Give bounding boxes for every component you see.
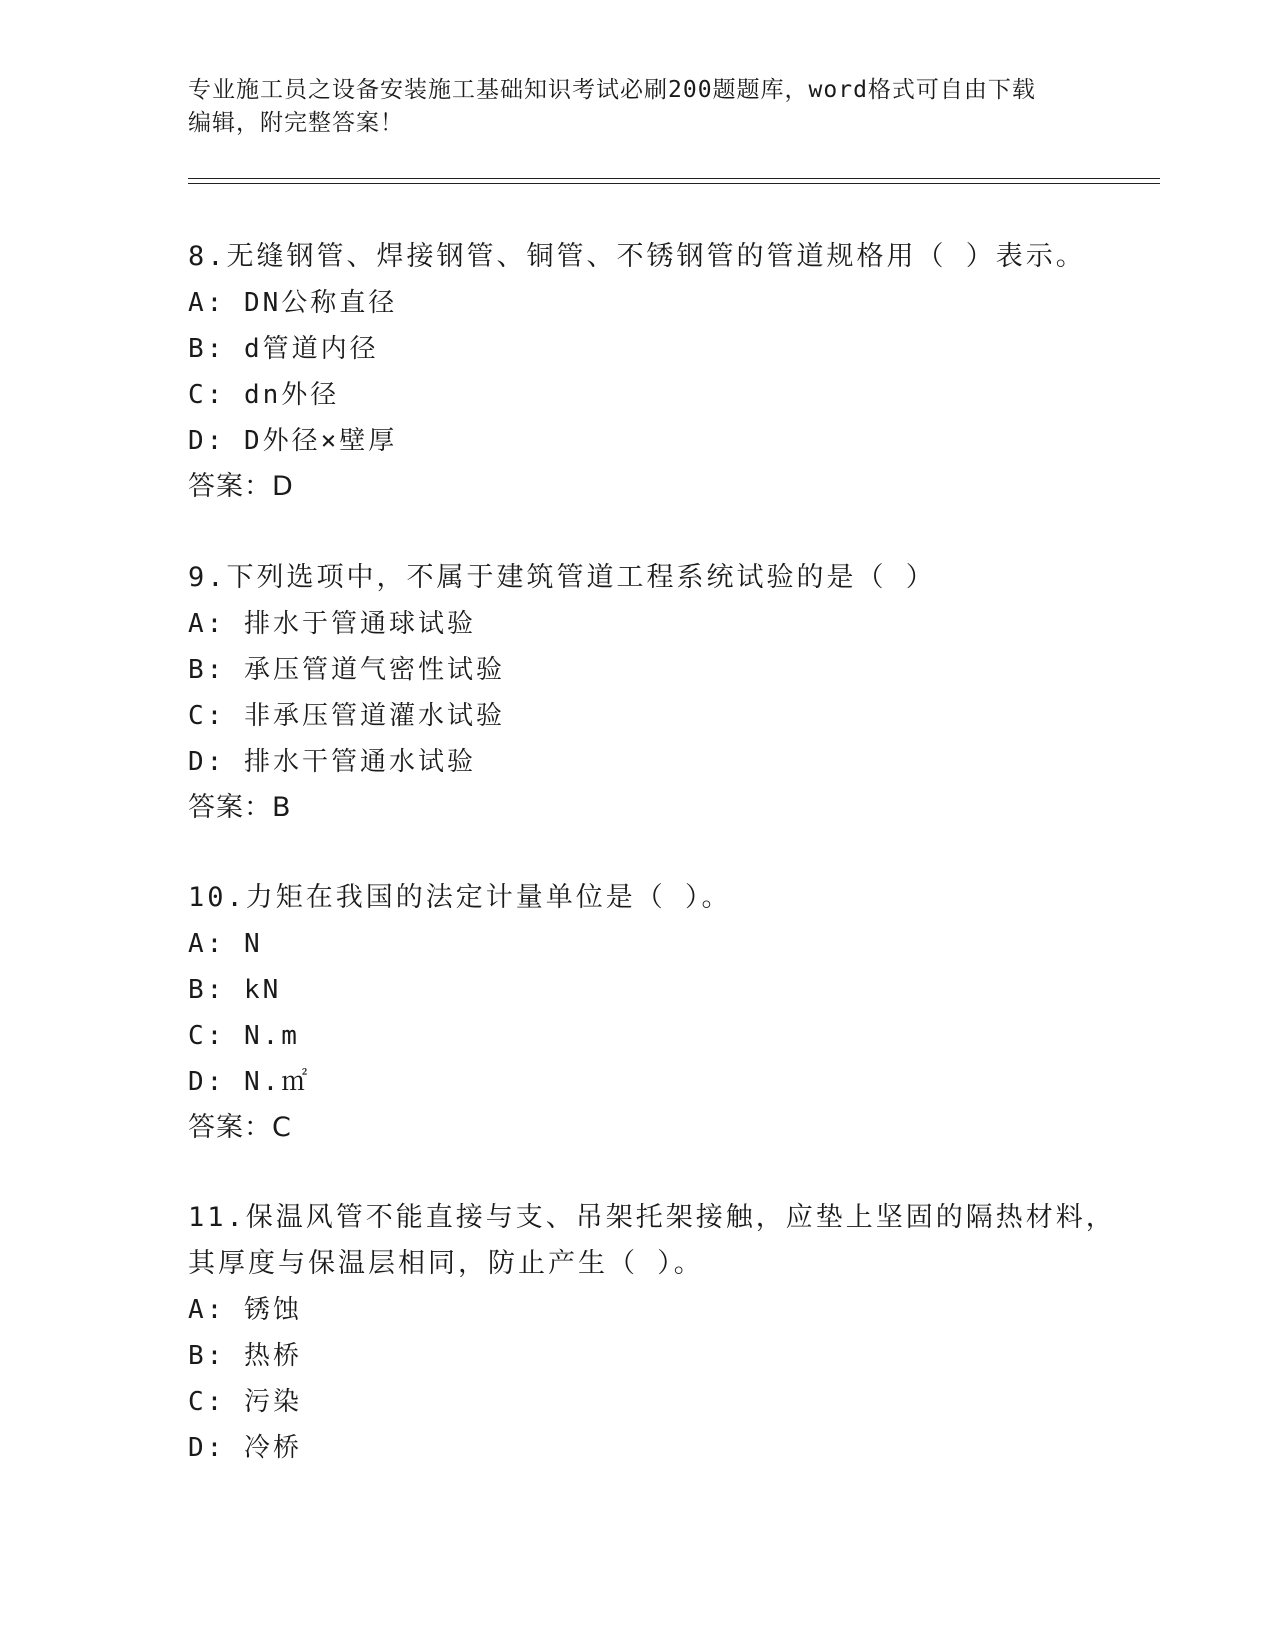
question-11 xyxy=(188,1195,1148,1471)
question-text: 10.力矩在我国的法定计量单位是（ ）。 xyxy=(188,882,732,913)
option-d: D: 冷桥 xyxy=(188,1433,302,1463)
header-line-2: 编辑，附完整答案！ xyxy=(188,110,404,136)
option-c: C: N.m xyxy=(188,1021,300,1051)
option-c: C: 非承压管道灌水试验 xyxy=(188,701,505,731)
answer-line: 答案：C xyxy=(188,1112,292,1143)
option-d: D: 排水干管通水试验 xyxy=(188,747,476,777)
question-text: 9.下列选项中，不属于建筑管道工程系统试验的是（ ） xyxy=(188,562,936,593)
option-b: B: 承压管道气密性试验 xyxy=(188,655,505,685)
header-divider-bottom xyxy=(188,183,1160,184)
document-header xyxy=(188,74,1088,140)
option-b: B: d管道内径 xyxy=(188,334,379,364)
option-c: C: dn外径 xyxy=(188,380,340,410)
header-line-1: 专业施工员之设备安装施工基础知识考试必刷200题题库，word格式可自由下载 xyxy=(188,77,1036,103)
option-b: B: 热桥 xyxy=(188,1341,302,1371)
question-9 xyxy=(188,555,1148,831)
option-a: A: 锈蚀 xyxy=(188,1295,302,1325)
option-d: D: N.㎡ xyxy=(188,1067,311,1097)
option-a: A: DN公称直径 xyxy=(188,288,398,318)
question-text-line-2: 其厚度与保温层相同，防止产生（ ）。 xyxy=(188,1248,704,1279)
option-a: A: 排水于管通球试验 xyxy=(188,609,476,639)
answer-line: 答案：D xyxy=(188,471,294,502)
option-a: A: N xyxy=(188,929,263,959)
option-c: C: 污染 xyxy=(188,1387,302,1417)
answer-line: 答案：B xyxy=(188,792,292,823)
question-text: 8.无缝钢管、焊接钢管、铜管、不锈钢管的管道规格用（ ）表示。 xyxy=(188,241,1086,272)
option-b: B: kN xyxy=(188,975,282,1005)
question-text-line-1: 11.保温风管不能直接与支、吊架托架接触，应垫上坚固的隔热材料， xyxy=(188,1202,1116,1233)
header-divider-top xyxy=(188,178,1160,179)
question-10 xyxy=(188,875,1148,1151)
question-8 xyxy=(188,234,1148,510)
option-d: D: D外径×壁厚 xyxy=(188,426,398,456)
